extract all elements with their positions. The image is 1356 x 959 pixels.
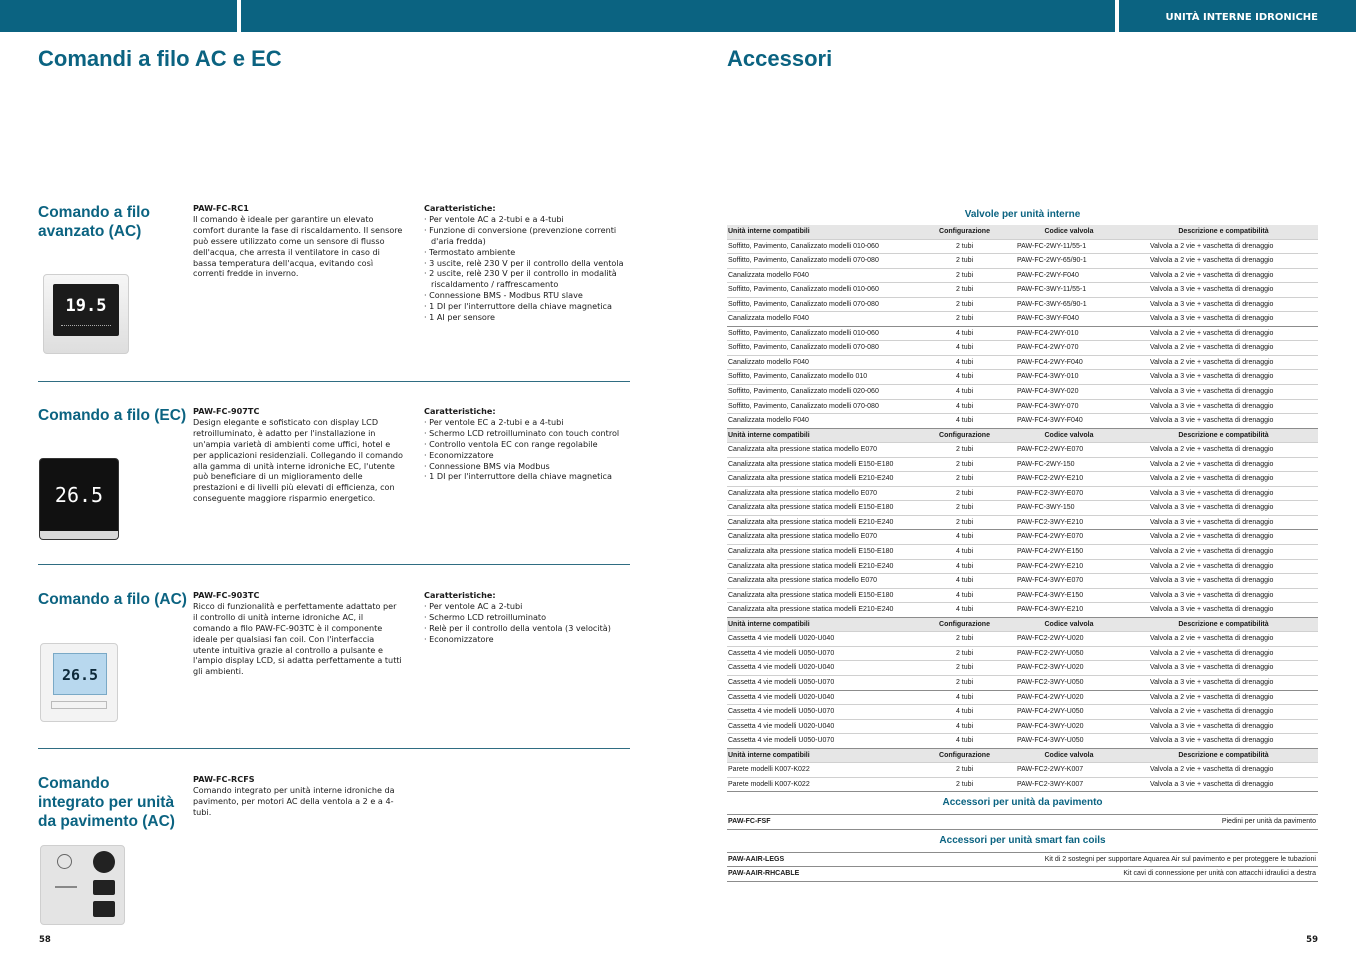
- table-cell: 4 tubi: [955, 708, 974, 716]
- product-code: PAW-FC-903TC: [193, 590, 260, 600]
- table-cell: 4 tubi: [955, 591, 974, 599]
- table-cell: Valvola a 3 vie + vaschetta di drenaggio: [1150, 591, 1274, 599]
- column-header: Unità interne compatibili: [728, 228, 810, 235]
- table-cell: Cassetta 4 vie modelli U020-U040: [728, 722, 835, 730]
- feature-item: · Schermo LCD retroilluminato con touch control: [424, 427, 620, 438]
- section-heading: Comando a filo avanzato (AC): [38, 204, 150, 240]
- accessory-row: [727, 815, 1318, 830]
- table-cell: PAW-FC2-2WY-E070: [1017, 446, 1084, 454]
- accessory-code: PAW-AAIR-LEGS: [728, 855, 785, 863]
- accessory-row: [727, 853, 1318, 868]
- table-cell: 4 tubi: [955, 533, 974, 541]
- feature-item: · 1 AI per sensore: [424, 312, 496, 323]
- table-row: [727, 356, 1318, 371]
- feature-item: · 1 DI per l'interruttore della chiave magnetica: [424, 301, 612, 312]
- floor-accessories-caption: Accessori per unità da pavimento: [727, 792, 1318, 815]
- column-header: Codice valvola: [1044, 228, 1094, 235]
- table-cell: Valvola a 2 vie + vaschetta di drenaggio: [1150, 475, 1274, 483]
- table-header-row: [727, 749, 1318, 764]
- features-title: Caratteristiche:: [424, 203, 496, 213]
- table-row: [727, 370, 1318, 385]
- table-cell: Valvola a 3 vie + vaschetta di drenaggio: [1150, 780, 1274, 788]
- accessory-row: [727, 867, 1318, 882]
- table-cell: Valvola a 2 vie + vaschetta di drenaggio: [1150, 446, 1274, 454]
- table-cell: Valvola a 3 vie + vaschetta di drenaggio: [1150, 373, 1274, 381]
- table-cell: Parete modelli K007-K022: [728, 766, 810, 774]
- accessory-description: Kit di 2 sostegni per supportare Aquarea Air sul pavimento e per proteggere le tubazioni: [1044, 855, 1316, 863]
- table-cell: PAW-FC-2WY-11/55-1: [1017, 242, 1087, 250]
- table-row: [727, 661, 1318, 676]
- floor-control-panel-image: [40, 845, 125, 925]
- table-row: [727, 240, 1318, 255]
- right-page-title: Accessori: [727, 46, 833, 71]
- table-cell: Valvola a 3 vie + vaschetta di drenaggio: [1150, 402, 1274, 410]
- table-cell: Valvola a 3 vie + vaschetta di drenaggio: [1150, 286, 1274, 294]
- table-cell: PAW-FC-3WY-F040: [1017, 315, 1079, 323]
- table-header-row: [727, 225, 1318, 240]
- features-list: [424, 203, 634, 323]
- table-cell: Valvola a 2 vie + vaschetta di drenaggio: [1150, 562, 1274, 570]
- table-row: [727, 676, 1318, 691]
- thermostat-display-value: 26.5: [61, 666, 99, 684]
- table-row: [727, 530, 1318, 545]
- table-cell: 2 tubi: [955, 489, 974, 497]
- table-row: [727, 458, 1318, 473]
- feature-item: · 2 uscite, relè 230 V per il controllo in modalità riscaldamento / raffrescamento: [424, 268, 617, 290]
- feature-item: · Per ventole EC a 2-tubi e a 4-tubi: [424, 416, 564, 427]
- table-cell: PAW-FC4-3WY-E070: [1017, 577, 1084, 585]
- column-header: Unità interne compatibili: [728, 751, 810, 759]
- floor-accessories-list: [727, 815, 1318, 830]
- feature-item: · Controllo ventola EC con range regolabile: [424, 438, 598, 449]
- product-description: [193, 774, 403, 818]
- table-row: [727, 691, 1318, 706]
- table-row: [727, 545, 1318, 560]
- feature-item: · Termostato ambiente: [424, 246, 516, 257]
- section-tag: UNITÀ INTERNE IDRONICHE: [1165, 12, 1318, 23]
- table-cell: Canalizzata alta pressione statica modelli E210-E240: [728, 562, 894, 570]
- table-cell: 4 tubi: [955, 373, 974, 381]
- table-cell: Cassetta 4 vie modelli U050-U070: [728, 678, 835, 686]
- table-row: [727, 443, 1318, 458]
- table-cell: Valvola a 3 vie + vaschetta di drenaggio: [1150, 300, 1274, 308]
- table-cell: PAW-FC4-2WY-010: [1017, 329, 1079, 337]
- table-cell: PAW-FC-3WY-150: [1017, 504, 1075, 512]
- table-cell: Canalizzata alta pressione statica modelli E210-E240: [728, 606, 894, 614]
- table-cell: 2 tubi: [955, 315, 974, 323]
- table-cell: Valvola a 2 vie + vaschetta di drenaggio: [1150, 533, 1274, 541]
- valves-caption: Valvole per unità interne: [964, 209, 1081, 220]
- table-cell: Valvola a 3 vie + vaschetta di drenaggio: [1150, 577, 1274, 585]
- table-cell: Valvola a 2 vie + vaschetta di drenaggio: [1150, 460, 1274, 468]
- features-title: Caratteristiche:: [424, 590, 496, 600]
- page-number-left: 58: [39, 935, 51, 945]
- table-cell: 2 tubi: [955, 780, 974, 788]
- table-cell: Valvola a 3 vie + vaschetta di drenaggio: [1150, 504, 1274, 512]
- features-list: [424, 406, 634, 482]
- column-header: Codice valvola: [1044, 431, 1094, 439]
- table-cell: Valvola a 2 vie + vaschetta di drenaggio: [1150, 242, 1274, 250]
- table-cell: PAW-FC4-3WY-F040: [1017, 417, 1083, 425]
- table-cell: Canalizzata modello F040: [728, 417, 809, 425]
- product-description: [193, 406, 403, 504]
- table-cell: PAW-FC-2WY-65/90-1: [1017, 257, 1087, 265]
- feature-item: · Connessione BMS via Modbus: [424, 460, 550, 471]
- accessory-description: Kit cavi di connessione per unità con attacchi idraulici a destra: [1123, 870, 1316, 878]
- table-cell: Soffitto, Pavimento, Canalizzato modelli 070-080: [728, 402, 879, 410]
- feature-item: · Economizzatore: [424, 633, 494, 644]
- table-cell: Cassetta 4 vie modelli U020-U040: [728, 693, 835, 701]
- table-cell: PAW-FC2-3WY-U020: [1017, 664, 1084, 672]
- feature-item: · Economizzatore: [424, 449, 494, 460]
- table-cell: PAW-FC2-2WY-K007: [1017, 766, 1084, 774]
- table-cell: 4 tubi: [955, 577, 974, 585]
- features-list: [424, 590, 634, 645]
- table-cell: PAW-FC4-3WY-E210: [1017, 606, 1084, 614]
- table-cell: PAW-FC2-3WY-K007: [1017, 780, 1084, 788]
- table-cell: Valvola a 2 vie + vaschetta di drenaggio: [1150, 358, 1274, 366]
- table-row: [727, 341, 1318, 356]
- table-cell: Valvola a 3 vie + vaschetta di drenaggio: [1150, 737, 1274, 745]
- table-cell: PAW-FC-2WY-F040: [1017, 271, 1079, 279]
- feature-item: · Per ventole AC a 2-tubi: [424, 600, 523, 611]
- table-cell: 2 tubi: [955, 271, 974, 279]
- column-header: Codice valvola: [1044, 620, 1094, 628]
- table-cell: Valvola a 2 vie + vaschetta di drenaggio: [1150, 649, 1274, 657]
- left-page-title: Comandi a filo AC e EC: [38, 46, 282, 71]
- table-cell: Valvola a 2 vie + vaschetta di drenaggio: [1150, 693, 1274, 701]
- table-cell: PAW-FC4-3WY-U020: [1017, 722, 1084, 730]
- table-cell: Parete modelli K007-K022: [728, 780, 810, 788]
- table-row: [727, 254, 1318, 269]
- thermostat-907tc-image: [39, 458, 119, 540]
- column-header: Configurazione: [939, 751, 990, 759]
- table-cell: Valvola a 3 vie + vaschetta di drenaggio: [1150, 606, 1274, 614]
- table-cell: PAW-FC4-3WY-020: [1017, 388, 1079, 396]
- column-header: Descrizione e compatibilità: [1178, 751, 1269, 759]
- table-row: [727, 283, 1318, 298]
- table-row: [727, 589, 1318, 604]
- table-cell: Valvola a 3 vie + vaschetta di drenaggio: [1150, 664, 1274, 672]
- table-cell: Canalizzata alta pressione statica modelli E150-E180: [728, 591, 894, 599]
- table-row: [727, 400, 1318, 415]
- product-code: PAW-FC-RCFS: [193, 774, 255, 784]
- table-cell: Valvola a 2 vie + vaschetta di drenaggio: [1150, 257, 1274, 265]
- table-cell: Canalizzata modello F040: [728, 271, 809, 279]
- table-cell: Canalizzata alta pressione statica modelli E150-E180: [728, 460, 894, 468]
- table-row: [727, 269, 1318, 284]
- section-heading: Comando integrato per unità da pavimento (AC): [38, 775, 175, 830]
- column-header: Configurazione: [939, 620, 990, 628]
- table-cell: Soffitto, Pavimento, Canalizzato modello 010: [728, 373, 868, 381]
- section-divider: [38, 748, 630, 749]
- table-cell: Valvola a 2 vie + vaschetta di drenaggio: [1150, 271, 1274, 279]
- section-divider: [38, 564, 630, 565]
- table-row: [727, 705, 1318, 720]
- valves-table-body: [727, 225, 1318, 792]
- thermostat-display-value: 26.5: [54, 483, 104, 507]
- table-row: [727, 516, 1318, 531]
- feature-item: · Relè per il controllo della ventola (3 velocità): [424, 622, 611, 633]
- table-cell: Valvola a 3 vie + vaschetta di drenaggio: [1150, 722, 1274, 730]
- table-cell: Valvola a 2 vie + vaschetta di drenaggio: [1150, 708, 1274, 716]
- table-cell: Valvola a 2 vie + vaschetta di drenaggio: [1150, 329, 1274, 337]
- thermostat-903tc-image: [40, 643, 118, 722]
- table-cell: Valvola a 2 vie + vaschetta di drenaggio: [1150, 766, 1274, 774]
- table-cell: Canalizzata alta pressione statica modello E070: [728, 489, 878, 497]
- table-cell: Valvola a 3 vie + vaschetta di drenaggio: [1150, 489, 1274, 497]
- table-row: [727, 312, 1318, 327]
- table-cell: PAW-FC2-2WY-U050: [1017, 649, 1084, 657]
- table-cell: PAW-FC4-2WY-E150: [1017, 548, 1084, 556]
- table-cell: PAW-FC-2WY-150: [1017, 460, 1075, 468]
- table-cell: PAW-FC-3WY-11/55-1: [1017, 286, 1087, 294]
- table-cell: Valvola a 3 vie + vaschetta di drenaggio: [1150, 417, 1274, 425]
- header-bar-left: [0, 0, 237, 32]
- table-cell: 2 tubi: [955, 242, 974, 250]
- table-row: [727, 414, 1318, 429]
- table-cell: PAW-FC4-3WY-070: [1017, 402, 1079, 410]
- section-divider: [38, 381, 630, 382]
- table-cell: PAW-FC2-2WY-E210: [1017, 475, 1084, 483]
- table-cell: PAW-FC4-3WY-E150: [1017, 591, 1084, 599]
- table-cell: Canalizzata alta pressione statica modelli E150-E180: [728, 504, 894, 512]
- column-header: Configurazione: [939, 431, 990, 439]
- table-cell: PAW-FC2-3WY-E070: [1017, 489, 1084, 497]
- table-row: [727, 327, 1318, 342]
- table-cell: Cassetta 4 vie modelli U020-U040: [728, 664, 835, 672]
- table-cell: Cassetta 4 vie modelli U050-U070: [728, 737, 835, 745]
- table-row: [727, 734, 1318, 749]
- product-description: [193, 590, 403, 677]
- table-cell: PAW-FC2-3WY-E210: [1017, 518, 1084, 526]
- table-header-row: [727, 429, 1318, 444]
- table-cell: Canalizzata alta pressione statica modelli E210-E240: [728, 518, 894, 526]
- table-cell: Valvola a 2 vie + vaschetta di drenaggio: [1150, 344, 1274, 352]
- table-cell: Soffitto, Pavimento, Canalizzato modelli 070-080: [728, 300, 879, 308]
- table-cell: Canalizzata modello F040: [728, 315, 809, 323]
- table-cell: 4 tubi: [955, 402, 974, 410]
- header-bar-middle: [241, 0, 1115, 32]
- feature-item: · 1 DI per l'interruttore della chiave magnetica: [424, 471, 612, 482]
- description-text: Ricco di funzionalità e perfettamente adattato per il controllo di unità interne idroniche AC, il comando a filo PAW-FC-903TC è il componente ideale per qualsiasi fan coil. Con l'interfaccia utente intuitiva grazie al controllo a pulsante e l'ampio display LCD, si adatta perfettamente a tutti gli ambienti.: [193, 600, 402, 677]
- table-cell: PAW-FC4-2WY-E210: [1017, 562, 1084, 570]
- table-cell: PAW-FC2-3WY-U050: [1017, 678, 1084, 686]
- page-number-right: 59: [1306, 935, 1318, 945]
- feature-item: · Schermo LCD retroilluminato: [424, 611, 547, 622]
- table-cell: 4 tubi: [955, 722, 974, 730]
- table-cell: 4 tubi: [955, 737, 974, 745]
- table-cell: PAW-FC4-2WY-070: [1017, 344, 1079, 352]
- table-cell: 2 tubi: [955, 518, 974, 526]
- table-cell: Canalizzata alta pressione statica modelli E210-E240: [728, 475, 894, 483]
- table-row: [727, 298, 1318, 313]
- table-cell: 4 tubi: [955, 562, 974, 570]
- table-cell: PAW-FC4-2WY-F040: [1017, 358, 1083, 366]
- table-cell: Canalizzata alta pressione statica modelli E150-E180: [728, 548, 894, 556]
- description-text: Comando integrato per unità interne idroniche da pavimento, per motori AC della ventola a 2 e a 4-tubi.: [193, 784, 395, 817]
- table-row: [727, 560, 1318, 575]
- table-cell: Soffitto, Pavimento, Canalizzato modelli 010-060: [728, 286, 879, 294]
- table-cell: 4 tubi: [955, 693, 974, 701]
- table-cell: Valvola a 2 vie + vaschetta di drenaggio: [1150, 635, 1274, 643]
- table-cell: Valvola a 3 vie + vaschetta di drenaggio: [1150, 678, 1274, 686]
- column-header: Codice valvola: [1044, 751, 1094, 759]
- table-cell: 4 tubi: [955, 358, 974, 366]
- table-row: [727, 385, 1318, 400]
- table-cell: Canalizzato modello F040: [728, 358, 809, 366]
- column-header: Unità interne compatibili: [728, 620, 810, 628]
- table-cell: 4 tubi: [955, 548, 974, 556]
- table-cell: Canalizzata alta pressione statica modello E070: [728, 577, 878, 585]
- table-row: [727, 763, 1318, 778]
- table-cell: Valvola a 3 vie + vaschetta di drenaggio: [1150, 518, 1274, 526]
- table-row: [727, 472, 1318, 487]
- table-cell: 2 tubi: [955, 635, 974, 643]
- table-cell: 2 tubi: [955, 286, 974, 294]
- table-cell: Soffitto, Pavimento, Canalizzato modelli 020-060: [728, 388, 879, 396]
- table-cell: 4 tubi: [955, 344, 974, 352]
- table-cell: Cassetta 4 vie modelli U050-U070: [728, 708, 835, 716]
- product-code: PAW-FC-RC1: [193, 203, 249, 213]
- table-cell: 2 tubi: [955, 504, 974, 512]
- table-cell: 2 tubi: [955, 664, 974, 672]
- accessory-code: PAW-AAIR-RHCABLE: [728, 870, 800, 878]
- section-heading: Comando a filo (EC): [38, 407, 187, 424]
- table-cell: 4 tubi: [955, 329, 974, 337]
- table-row: [727, 720, 1318, 735]
- table-row: [727, 632, 1318, 647]
- product-description: [193, 203, 403, 279]
- table-header-row: [727, 618, 1318, 633]
- table-row: [727, 574, 1318, 589]
- features-title: Caratteristiche:: [424, 406, 496, 416]
- table-row: [727, 603, 1318, 618]
- section-heading: Comando a filo (AC): [38, 591, 187, 608]
- table-cell: Valvola a 2 vie + vaschetta di drenaggio: [1150, 548, 1274, 556]
- table-row: [727, 487, 1318, 502]
- column-header: Descrizione e compatibilità: [1178, 431, 1269, 439]
- accessory-description: Piedini per unità da pavimento: [1221, 818, 1316, 826]
- table-cell: 2 tubi: [955, 257, 974, 265]
- column-header: Unità interne compatibili: [728, 431, 810, 439]
- table-cell: PAW-FC4-2WY-U020: [1017, 693, 1084, 701]
- table-cell: 4 tubi: [955, 417, 974, 425]
- table-cell: 2 tubi: [955, 446, 974, 454]
- table-cell: PAW-FC4-2WY-E070: [1017, 533, 1084, 541]
- table-cell: 2 tubi: [955, 300, 974, 308]
- accessory-code: PAW-FC-FSF: [728, 818, 771, 826]
- table-cell: 4 tubi: [955, 388, 974, 396]
- description-text: Il comando è ideale per garantire un elevato comfort durante la fase di riscaldamento. Il sensore può essere utilizzato come un sensore di flusso dell'acqua, che arresta il ventilatore in caso di bassa temperatura dell'acqua, evitando così correnti fredde in inverno.: [193, 213, 403, 279]
- smart-accessories-caption: Accessori per unità smart fan coils: [727, 830, 1318, 853]
- table-cell: 2 tubi: [955, 475, 974, 483]
- table-cell: Soffitto, Pavimento, Canalizzato modelli 070-080: [728, 344, 879, 352]
- table-cell: Soffitto, Pavimento, Canalizzato modelli 010-060: [728, 242, 879, 250]
- feature-item: · 3 uscite, relè 230 V per il controllo della ventola: [424, 257, 624, 268]
- table-cell: 2 tubi: [955, 678, 974, 686]
- table-cell: Soffitto, Pavimento, Canalizzato modelli 010-060: [728, 329, 879, 337]
- accessories-table: [727, 207, 1318, 882]
- table-cell: PAW-FC4-3WY-010: [1017, 373, 1079, 381]
- smart-accessories-list: [727, 853, 1318, 882]
- feature-item: · Per ventole AC a 2-tubi e a 4-tubi: [424, 213, 564, 224]
- table-cell: PAW-FC4-3WY-U050: [1017, 737, 1084, 745]
- column-header: Descrizione e compatibilità: [1178, 228, 1269, 235]
- table-cell: Cassetta 4 vie modelli U020-U040: [728, 635, 835, 643]
- table-cell: Valvola a 3 vie + vaschetta di drenaggio: [1150, 315, 1274, 323]
- table-cell: PAW-FC2-2WY-U020: [1017, 635, 1084, 643]
- feature-item: · Funzione di conversione (prevenzione correnti d'aria fredda): [424, 224, 617, 246]
- table-cell: PAW-FC4-2WY-U050: [1017, 708, 1084, 716]
- feature-item: · Connessione BMS - Modbus RTU slave: [424, 290, 583, 301]
- table-row: [727, 647, 1318, 662]
- thermostat-rc1-image: [43, 274, 129, 354]
- column-header: Configurazione: [939, 228, 990, 235]
- table-row: [727, 778, 1318, 793]
- table-cell: Canalizzata alta pressione statica modello E070: [728, 446, 878, 454]
- table-cell: Canalizzata alta pressione statica modello E070: [728, 533, 878, 541]
- description-text: Design elegante e sofisticato con display LCD retroilluminato, è adatto per l'installazione in un'ampia varietà di ambienti come uffici, hotel e per applicazioni residenziali. Collegando il comando alla gamma di unità interne idroniche EC, l'utente può beneficiare di un miglioramento delle prestazioni e di livelli più elevati di efficienza, con conseguente maggiore risparmio energetico.: [193, 416, 404, 504]
- table-cell: 4 tubi: [955, 606, 974, 614]
- table-cell: Valvola a 3 vie + vaschetta di drenaggio: [1150, 388, 1274, 396]
- column-header: Descrizione e compatibilità: [1178, 620, 1269, 628]
- table-cell: 2 tubi: [955, 460, 974, 468]
- table-row: [727, 501, 1318, 516]
- table-cell: Cassetta 4 vie modelli U050-U070: [728, 649, 835, 657]
- thermostat-display-value: 19.5: [65, 296, 107, 316]
- table-cell: PAW-FC-3WY-65/90-1: [1017, 300, 1087, 308]
- table-cell: 2 tubi: [955, 649, 974, 657]
- product-code: PAW-FC-907TC: [193, 406, 260, 416]
- table-cell: 2 tubi: [955, 766, 974, 774]
- table-cell: Soffitto, Pavimento, Canalizzato modelli 070-080: [728, 257, 879, 265]
